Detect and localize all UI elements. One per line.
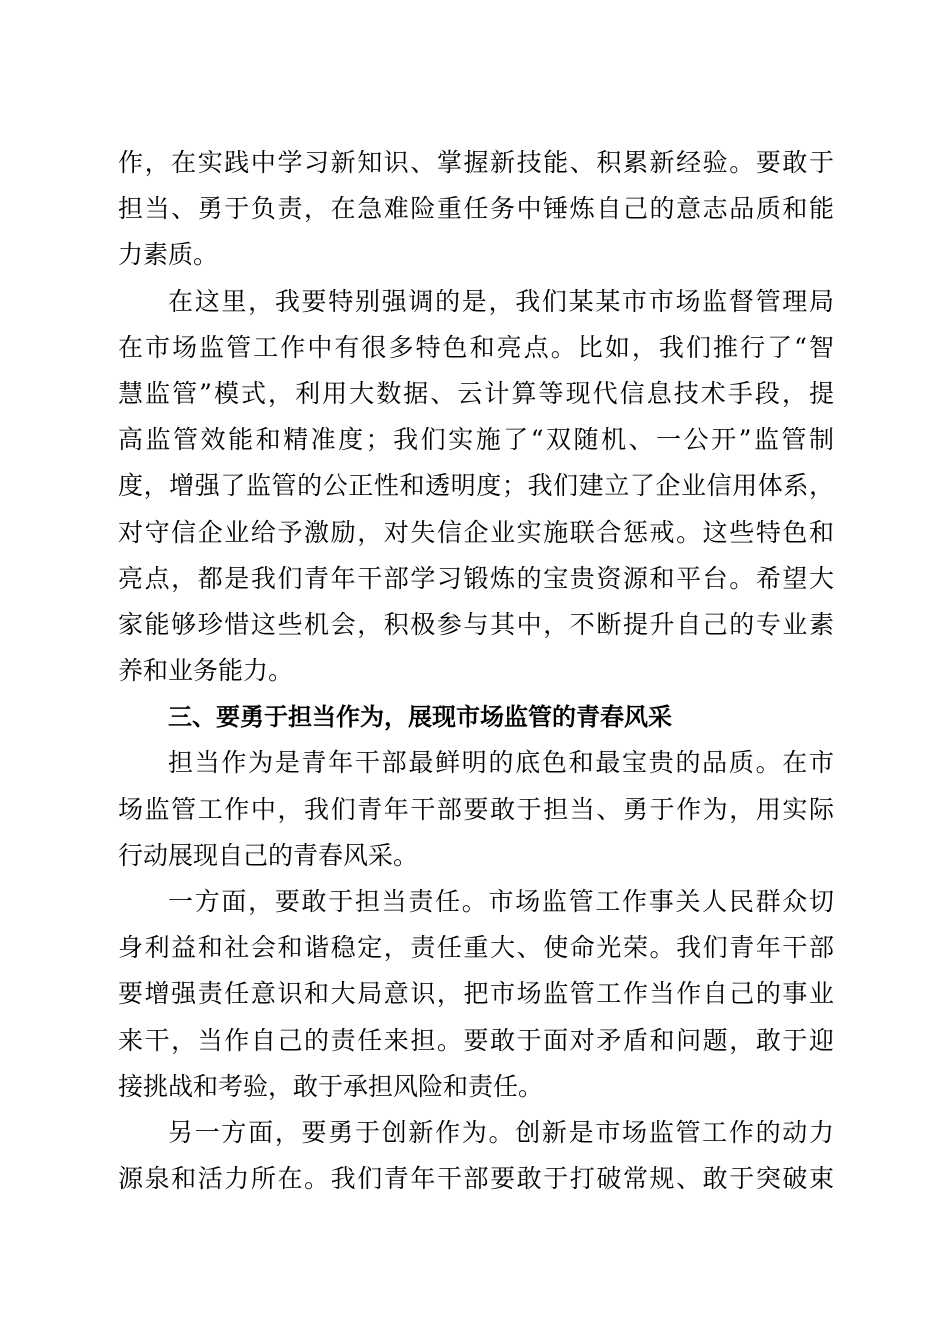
document-body: [118, 140, 834, 1202]
paragraph-line: 在市场监管工作中有很多特色和亮点。比如，我们推行了“智: [118, 332, 834, 362]
paragraph-line: 行动展现自己的青春风采。: [118, 840, 419, 870]
paragraph-line: 养和业务能力。: [118, 656, 294, 686]
section-heading: 三、要勇于担当作为，展现市场监管的青春风采: [168, 703, 672, 732]
paragraph-line: 身利益和社会和谐稳定，责任重大、使命光荣。我们青年干部: [118, 933, 834, 963]
paragraph-line: 家能够珍惜这些机会，积极参与其中，不断提升自己的专业素: [118, 609, 834, 639]
paragraph-line: 对守信企业给予激励，对失信企业实施联合惩戒。这些特色和: [118, 517, 834, 547]
paragraph-line: 担当、勇于负责，在急难险重任务中锤炼自己的意志品质和能: [118, 194, 834, 224]
paragraph-line: 接挑战和考验，敢于承担风险和责任。: [118, 1071, 544, 1101]
paragraph-line: 另一方面，要勇于创新作为。创新是市场监管工作的动力: [168, 1117, 834, 1147]
paragraph-line: 源泉和活力所在。我们青年干部要敢于打破常规、敢于突破束: [118, 1164, 834, 1194]
paragraph-line: 亮点，都是我们青年干部学习锻炼的宝贵资源和平台。希望大: [118, 563, 834, 593]
paragraph-line: 度，增强了监管的公正性和透明度；我们建立了企业信用体系，: [118, 471, 834, 501]
paragraph-line: 高监管效能和精准度；我们实施了“双随机、一公开”监管制: [118, 425, 834, 455]
paragraph-line: 慧监管”模式，利用大数据、云计算等现代信息技术手段，提: [118, 378, 834, 408]
paragraph-line: 作，在实践中学习新知识、掌握新技能、积累新经验。要敢于: [118, 148, 834, 177]
paragraph-line: 担当作为是青年干部最鲜明的底色和最宝贵的品质。在市: [168, 748, 834, 778]
paragraph-line: 来干，当作自己的责任来担。要敢于面对矛盾和问题，敢于迎: [118, 1025, 834, 1055]
paragraph-line: 场监管工作中，我们青年干部要敢于担当、勇于作为，用实际: [118, 794, 834, 824]
paragraph-line: 在这里，我要特别强调的是，我们某某市市场监督管理局: [168, 286, 834, 316]
paragraph-line: 力素质。: [118, 240, 219, 270]
paragraph-line: 要增强责任意识和大局意识，把市场监管工作当作自己的事业: [118, 979, 834, 1009]
paragraph-line: 一方面，要敢于担当责任。市场监管工作事关人民群众切: [168, 887, 834, 916]
